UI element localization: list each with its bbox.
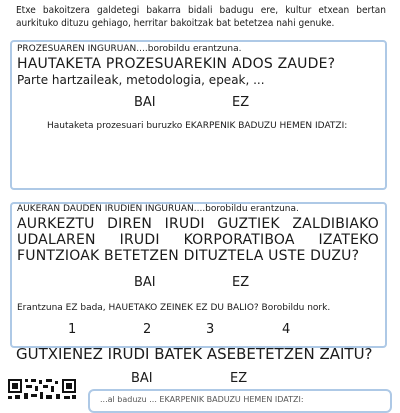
option-bai[interactable]: BAI [134, 275, 156, 290]
section-process-box [10, 40, 387, 190]
section-satisfaction-comment-box[interactable] [88, 389, 392, 413]
image-number-2[interactable]: 2 [143, 322, 152, 337]
followup-prompt: Erantzuna EZ bada, HAUETAKO ZEINEK EZ DU BALIO? Borobildu nork. [17, 303, 331, 313]
image-number-3[interactable]: 3 [206, 322, 215, 337]
image-number-4[interactable]: 4 [282, 322, 291, 337]
option-ez[interactable]: EZ [230, 371, 248, 386]
option-ez[interactable]: EZ [232, 95, 250, 110]
section-satisfaction-question: GUTXIENEZ IRUDI BATEK ASEBETETZEN ZAITU? [16, 345, 373, 363]
option-ez[interactable]: EZ [232, 275, 250, 290]
section-process-label: PROZESUAREN INGURUAN....borobildu erantzuna. [17, 44, 242, 54]
section-images-box [10, 202, 387, 348]
section-images-label: AUKERAN DAUDEN IRUDIEN INGURUAN....borobildu erantzuna. [17, 204, 299, 214]
comment-prompt: Hautaketa prozesuari buruzko EKARPENIK BADUZU HEMEN IDATZI: [47, 121, 348, 131]
section-satisfaction-comment-prompt: ...al baduzu ... EKARPENIK BADUZU HEMEN IDATZI: [100, 395, 304, 404]
intro-text: Etxe bakoitzera galdetegi bakarra bidali badugu ere, kultur etxean bertan aurkituko dituzu gehiago, herritar bakoitzak bat betetzea nahi genuke. [16, 5, 386, 29]
image-number-1[interactable]: 1 [68, 322, 77, 337]
section-images-question: AURKEZTU DIREN IRUDI GUZTIEK ZALDIBIAKO UDALAREN IRUDI KORPORATIBOA IZATEKO FUNTZIOAK BETETZEN DITUZTELA USTE DUZU? [17, 216, 379, 264]
section-process-subquestion: Parte hartzaileak, metodologia, epeak, ... [17, 73, 265, 87]
option-bai[interactable]: BAI [134, 95, 156, 110]
section-process-question: HAUTAKETA PROZESUAREKIN ADOS ZAUDE? [17, 56, 336, 72]
qr-code-icon [6, 377, 78, 401]
option-bai[interactable]: BAI [131, 371, 153, 386]
